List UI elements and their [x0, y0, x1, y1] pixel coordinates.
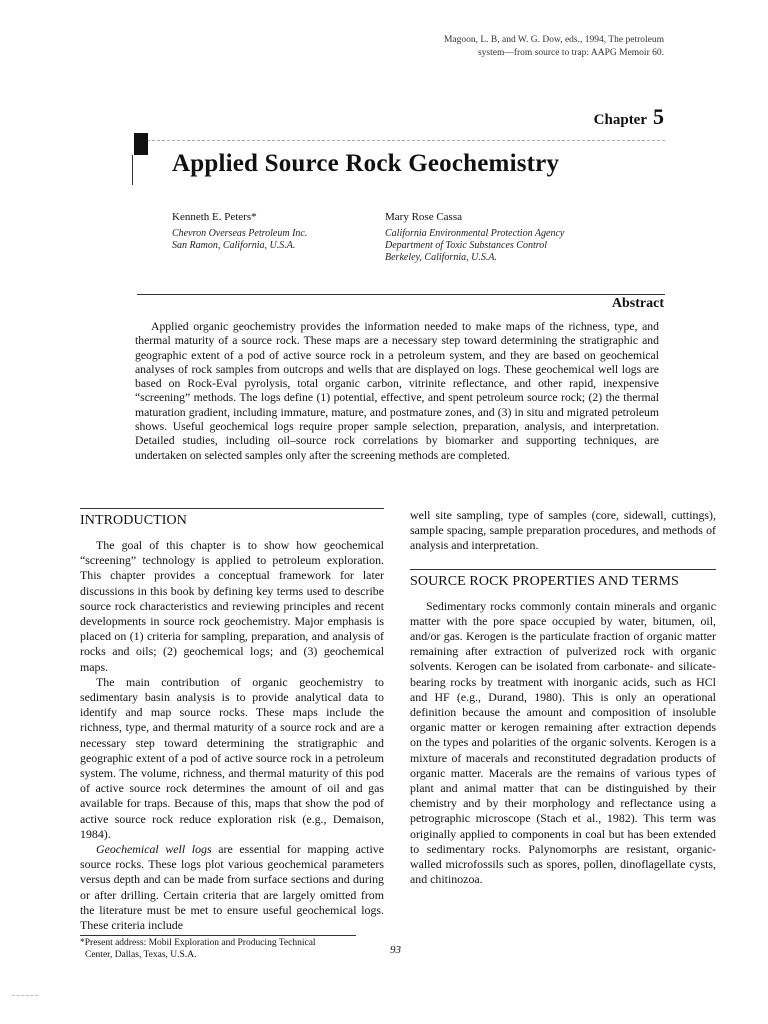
affiliation-line: California Environmental Protection Agency [385, 228, 565, 239]
intro-paragraph-3 [80, 842, 384, 933]
affiliation-line: San Ramon, California, U.S.A. [172, 240, 296, 251]
author-name: Mary Rose Cassa [385, 211, 462, 223]
title-rule [137, 140, 665, 141]
author-1 [172, 210, 372, 252]
affiliation-line: Department of Toxic Substances Control [385, 240, 548, 251]
chapter-number: 5 [653, 104, 664, 129]
chapter-heading [594, 104, 664, 130]
intro-paragraph-2: The main contribution of organic geochemistry to sedimentary basin analysis is to provide analytical data to identify and map source rocks. These maps include the richness, type, and thermal maturity of a source rock and are a necessary step toward determining the stratigraphic and geographic extent of a pod of active source rock in a petroleum system. The volume, richness, and thermal maturity of this pod of active source rock determines the amount of oil and gas available for traps. Because of this, maps that show the pod of active source rock reduce exploration risk (e.g., Demaison, 1984). [80, 674, 384, 841]
author-affiliation [385, 228, 625, 264]
scan-artifact [12, 995, 38, 996]
left-column [80, 508, 384, 933]
introduction-heading: INTRODUCTION [80, 513, 187, 528]
affiliation-line: Chevron Overseas Petroleum Inc. [172, 228, 308, 239]
footnote-line-1: *Present address: Mobil Exploration and Producing Technical [80, 938, 316, 948]
intro-paragraph-3-text: are essential for mapping active source rocks. These logs plot various geochemical parameters versus depth and can be made from surface sections and during or after drilling. Certain criteria that are largely omitted from the literature must be met to ensure useful geochemical logs. These criteria include [80, 842, 385, 933]
author-2 [385, 210, 625, 264]
citation [344, 34, 664, 60]
paper-title: Applied Source Rock Geochemistry [172, 150, 560, 177]
citation-line-2: system—from source to trap: AAPG Memoir 60. [477, 48, 664, 58]
section-rule [80, 508, 384, 509]
source-rock-paragraph: Sedimentary rocks commonly contain minerals and organic matter with the pore space occupied by water, bitumen, oil, and/or gas. Kerogen is the particulate fraction of organic matter remaining after extraction of pulverized rock with organic solvents. Kerogen can be isolated from carbonate- and silicate-bearing rocks by treatment with inorganic acids, such as HCl and HF (e.g., Durand, 1980). This is only an operational definition because the amount and composition of insoluble organic matter or kerogen remaining after extraction depends on the types and polarities of the organic solvents. Kerogen is a mixture of macerals and reconstituted degradation products of organic matter. Macerals are the remains of various types of plant and animal matter that can be distinguished by their chemistry and by their morphology and reflectance using a petrographic microscope (Stach et al., 1982). This term was originally applied to components in coal but has been extended to sedimentary rocks. Palynomorphs are resistant, organic-walled microfossils such as spores, pollen, dinoflagellate cysts, and chitinozoa. [410, 598, 716, 887]
abstract-rule [137, 294, 665, 295]
footnote [80, 937, 380, 961]
chapter-label: Chapter [593, 112, 647, 128]
footnote-rule [80, 935, 356, 936]
abstract-heading: Abstract [611, 296, 664, 311]
intro-paragraph-1: The goal of this chapter is to show how geochemical “screening” technology is applied to petroleum exploration. This chapter provides a conceptual framework for later discussions in this book by defining key terms used to describe source rock characteristics and reviewing principles and recent developments in source rock geochemistry. Major emphasis is placed on (1) criteria for sampling, preparation, and analysis of rocks and oils; (2) geochemical logs; and (3) geochemical maps. [80, 538, 384, 674]
abstract-text: Applied organic geochemistry provides the information needed to make maps of the richness, type, and thermal maturity of a source rock. These maps are a necessary step toward determining the stratigraphic and geographic extent of a pod of active source rock in a petroleum system, and they are based on geochemical analyses of rock samples from outcrops and wells that are displayed on logs. These geochemical well logs are based on Rock-Eval pyrolysis, total organic carbon, vitrinite reflectance, and other rapid, inexpensive “screening” methods. The logs define (1) potential, effective, and spent petroleum source rock; (2) the thermal maturation gradient, including immature, mature, and postmature zones, and (3) in situ and migrated petroleum shows. Useful geochemical logs require proper sample selection, preparation, analysis, and interpretation. Detailed studies, including oil–source rock correlations by biomarker and supporting techniques, are undertaken on selected samples only after the screening methods are completed. [135, 320, 659, 462]
author-affiliation [172, 228, 372, 252]
term-geochemical-well-logs: Geochemical well logs [96, 842, 212, 857]
right-column [410, 508, 716, 887]
citation-line-1: Magoon, L. B, and W. G. Dow, eds., 1994, The petroleum [443, 35, 664, 45]
section-rule [410, 569, 716, 570]
chapter-marker-line [132, 155, 133, 185]
page-number: 93 [390, 944, 401, 956]
intro-continued: well site sampling, type of samples (core, sidewall, cuttings), sample spacing, sample preparation procedures, and methods of analysis and interpretation. [410, 508, 716, 553]
source-rock-heading: SOURCE ROCK PROPERTIES AND TERMS [410, 573, 679, 589]
affiliation-line: Berkeley, California, U.S.A. [385, 252, 497, 263]
author-name: Kenneth E. Peters* [172, 211, 257, 223]
chapter-marker [134, 133, 148, 155]
footnote-line-2: Center, Dallas, Texas, U.S.A. [85, 950, 197, 960]
